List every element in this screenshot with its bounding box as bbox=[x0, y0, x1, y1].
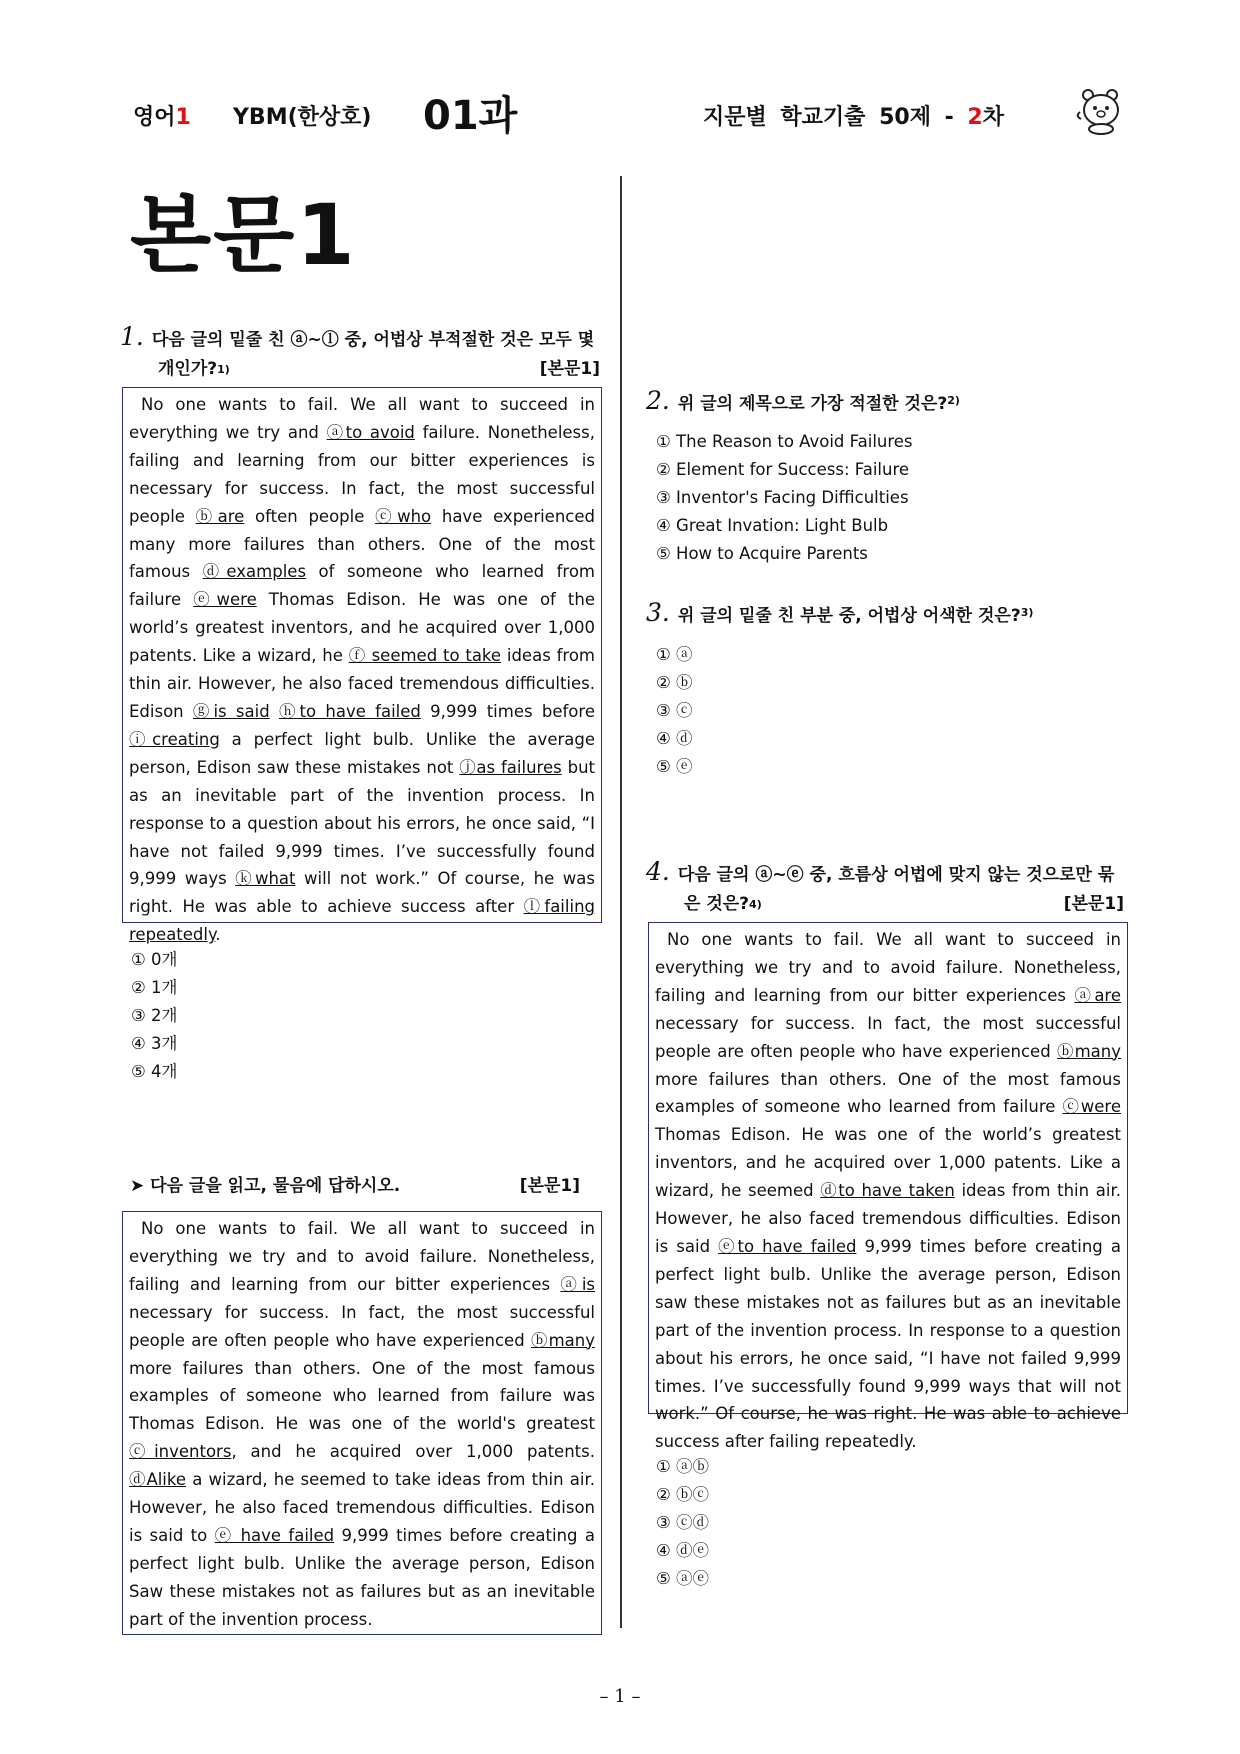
options-q3 bbox=[656, 641, 693, 781]
option-4[interactable]: ④ Great Invation: Light Bulb bbox=[656, 516, 889, 535]
footnote-ref: 2) bbox=[947, 394, 960, 407]
passage-box-q4: No one wants to fail. We all want to succeed in everything we try and to avoid failure. Nonetheless, failing and learning from our bitter experiences ⓐare necessary for success. In fact, the most successful people are often people who have experienced ⓑmany more failures than others. One of the most famous examples of someone who learned from failure ⓒwere Thomas Edison. He was one of the world’s greatest inventors, and he acquired over 1,000 patents. Like a wizard, he seemed ⓓto have taken ideas from thin air. However, he also faced tremendous difficulties. Edison is said ⓔto have failed 9,999 times before creating a perfect light bulb. Unlike the average person, Edison saw these mistakes not as failures but as an inevitable part of the invention process. In response to a question about his errors, he once said, “I have not failed 9,999 times. I’ve successfully found 9,999 ways that will not work.” Of course, he was right. He was able to achieve success after failing repeatedly. bbox=[648, 922, 1128, 1414]
underlined-e: ⓔwere bbox=[193, 590, 257, 610]
underlined-b: ⓑmany bbox=[1057, 1041, 1122, 1061]
underlined-d: ⓓto have taken bbox=[820, 1181, 955, 1201]
question-text: 다음 글의 ⓐ~ⓔ 중, 흐름상 어법에 맞지 않는 것으로만 묶은 것은? bbox=[677, 865, 1115, 914]
question-text: 위 글의 제목으로 가장 적절한 것은? bbox=[677, 394, 948, 414]
option-5[interactable]: ⑤ 4개 bbox=[131, 1062, 178, 1081]
underlined-f: ⓕ seemed to take bbox=[348, 646, 502, 666]
underlined-a: ⓐto avoid bbox=[326, 422, 415, 442]
option-2[interactable]: ② Element for Success: Failure bbox=[656, 460, 910, 479]
options-q1 bbox=[131, 946, 177, 1086]
underlined-i: ⓘcreating bbox=[129, 729, 220, 749]
option-5[interactable]: ⑤ How to Acquire Parents bbox=[656, 544, 868, 563]
passage-box-shared: No one wants to fail. We all want to succeed in everything we try and to avoid failure. Nonetheless, failing and learning from our bitter experiences ⓐis necessary for success. In fact, the most successful people are often people who have experienced ⓑmany more failures than others. One of the most famous examples of someone who learned from failure was Thomas Edison. He was one of the world's greatest ⓒinventors, and he acquired over 1,000 patents. ⓓAlike a wizard, he seemed to take ideas from thin air. However, he also faced tremendous difficulties. Edison is said to ⓔ have failed 9,999 times before creating a perfect light bulb. Unlike the average person, Edison Saw these mistakes not as failures but as an inevitable part of the invention process. bbox=[122, 1211, 602, 1635]
options-q4 bbox=[656, 1453, 709, 1593]
option-3[interactable]: ③ ⓒ bbox=[656, 701, 693, 720]
reading-instruction: ➤ 다음 글을 읽고, 물음에 답하시오. [본문1] bbox=[130, 1172, 580, 1201]
question-number: 3. bbox=[646, 598, 670, 627]
underlined-c: ⓒwere bbox=[1062, 1097, 1122, 1117]
question-number: 4. bbox=[646, 857, 670, 886]
page-number: – 1 – bbox=[599, 1686, 641, 1707]
option-3[interactable]: ③ ⓒⓓ bbox=[656, 1513, 710, 1532]
source-tag: [본문1] bbox=[519, 1176, 580, 1196]
underlined-l: ⓛfailing repeatedly bbox=[129, 897, 595, 945]
source-tag: [본문1] bbox=[539, 359, 600, 379]
question-4 bbox=[646, 857, 1124, 919]
column-divider bbox=[620, 176, 622, 1628]
lesson-label: 01과 bbox=[423, 93, 518, 139]
option-2[interactable]: ② ⓑⓒ bbox=[656, 1485, 710, 1504]
option-4[interactable]: ④ ⓓ bbox=[656, 729, 693, 748]
option-3[interactable]: ③ Inventor's Facing Difficulties bbox=[656, 488, 909, 507]
underlined-j: ⓙas failures bbox=[459, 757, 562, 777]
option-3[interactable]: ③ 2개 bbox=[131, 1006, 178, 1025]
question-3 bbox=[646, 598, 1126, 631]
question-number: 2. bbox=[646, 386, 670, 415]
option-5[interactable]: ⑤ ⓔ bbox=[656, 757, 693, 776]
underlined-b: ⓑare bbox=[195, 506, 245, 526]
underlined-k: ⓚwhat bbox=[235, 869, 296, 889]
option-4[interactable]: ④ ⓓⓔ bbox=[656, 1541, 710, 1560]
subject-label: 영어1 bbox=[133, 105, 191, 130]
underlined-c: ⓒwho bbox=[375, 506, 432, 526]
source-tag: [본문1] bbox=[1063, 894, 1124, 914]
underlined-e: ⓔ have failed bbox=[214, 1525, 335, 1545]
question-number: 1. bbox=[120, 322, 144, 351]
option-1[interactable]: ① ⓐ bbox=[656, 645, 693, 664]
question-1 bbox=[120, 322, 600, 384]
underlined-b: ⓑmany bbox=[531, 1330, 596, 1350]
bear-mascot-icon bbox=[1075, 86, 1127, 136]
question-text: 다음 글의 밑줄 친 ⓐ~ⓛ 중, 어법상 부적절한 것은 모두 몇 개인가? bbox=[151, 330, 595, 379]
publisher-label: YBM(한상호) bbox=[233, 105, 372, 130]
passage-box-q1: No one wants to fail. We all want to succeed in everything we try and ⓐto avoid failure. Nonetheless, failing and learning from our bitter experiences is necessary for success. In fact, the most successful people ⓑare often people ⓒwho have experienced many more failures than others. One of the most famous ⓓexamples of someone who learned from failure ⓔwere Thomas Edison. He was one of the world’s greatest inventors, and he acquired over 1,000 patents. Like a wizard, he ⓕ seemed to take ideas from thin air. However, he also faced tremendous difficulties. Edison ⓖis said ⓗto have failed 9,999 times before ⓘcreating a perfect light bulb. Unlike the average person, Edison saw these mistakes not ⓙas failures but as an inevitable part of the invention process. In response to a question about his errors, he once said, “I have not failed 9,999 times. I’ve successfully found 9,999 ways ⓚwhat will not work.” Of course, he was right. He was able to achieve success after ⓛfailing repeatedly. bbox=[122, 387, 602, 923]
underlined-a: ⓐis bbox=[560, 1274, 595, 1294]
question-text: 위 글의 밑줄 친 부분 중, 어법상 어색한 것은? bbox=[677, 606, 1021, 626]
underlined-d: ⓓexamples bbox=[202, 562, 307, 582]
question-2 bbox=[646, 386, 1126, 419]
option-4[interactable]: ④ 3개 bbox=[131, 1034, 178, 1053]
series-label: 지문별 학교기출 50제 - 2차 bbox=[703, 105, 1004, 130]
option-2[interactable]: ② ⓑ bbox=[656, 673, 693, 692]
option-1[interactable]: ① ⓐⓑ bbox=[656, 1457, 710, 1476]
option-1[interactable]: ① The Reason to Avoid Failures bbox=[656, 432, 913, 451]
underlined-a: ⓐare bbox=[1074, 985, 1122, 1005]
underlined-c: ⓒinventors bbox=[129, 1442, 232, 1462]
footnote-ref: 3) bbox=[1020, 606, 1034, 619]
section-title: 본문1 bbox=[130, 186, 357, 284]
footnote-ref: 1) bbox=[217, 363, 230, 376]
underlined-g: ⓖis said bbox=[192, 701, 270, 721]
footnote-ref: 4) bbox=[749, 898, 762, 911]
option-1[interactable]: ① 0개 bbox=[131, 950, 178, 969]
underlined-e: ⓔto have failed bbox=[718, 1236, 857, 1256]
underlined-h: ⓗto have failed bbox=[279, 701, 421, 721]
option-2[interactable]: ② 1개 bbox=[131, 978, 178, 997]
page-header bbox=[133, 93, 1132, 146]
underlined-d: ⓓAlike bbox=[129, 1470, 187, 1490]
option-5[interactable]: ⑤ ⓐⓔ bbox=[656, 1569, 710, 1588]
options-q2 bbox=[656, 428, 913, 568]
